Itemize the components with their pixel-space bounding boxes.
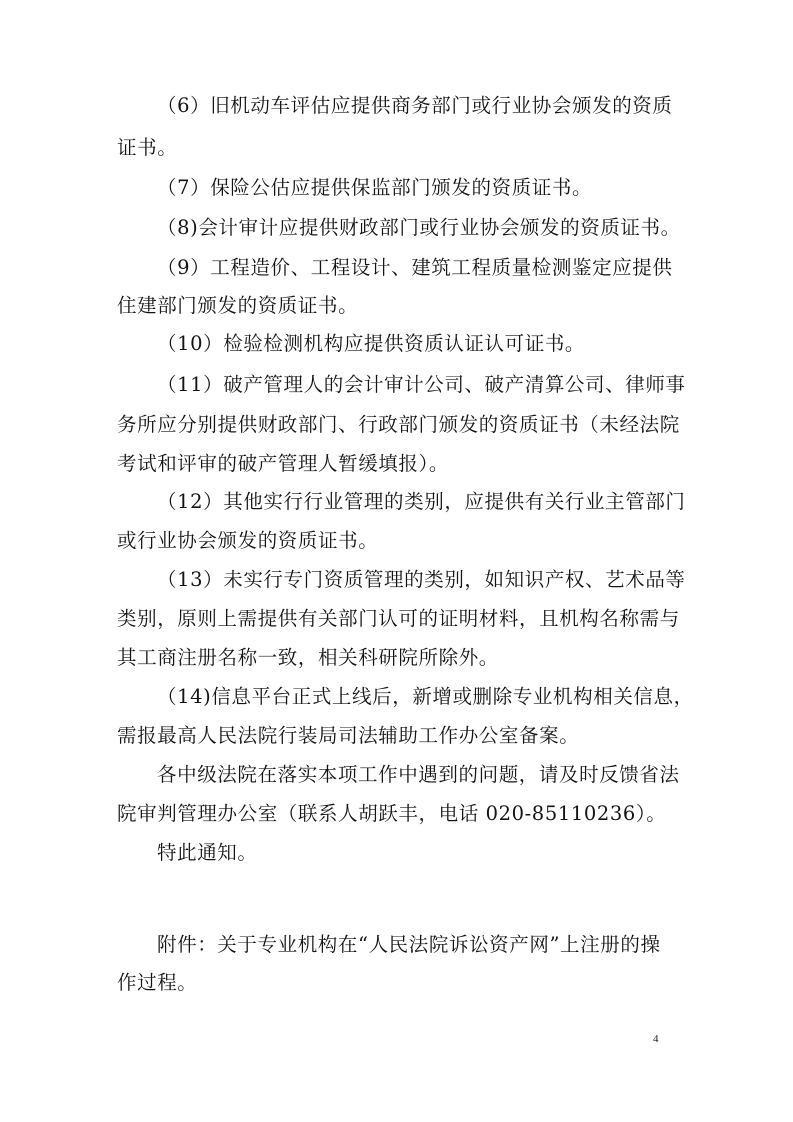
- closing-line: 特此通知。: [157, 841, 258, 864]
- item-9-line-2: 住建部门颁发的资质证书。: [117, 294, 359, 317]
- item-13-line-2: 类别，原则上需提供有关部门认可的证明材料，且机构名称需与: [117, 607, 680, 630]
- item-12-line-2: 或行业协会颁发的资质证书。: [117, 529, 379, 552]
- item-7-line: （7）保险公估应提供保监部门颁发的资质证书。: [157, 176, 593, 199]
- item-10-line: （10）检验检测机构应提供资质认证认可证书。: [157, 332, 586, 355]
- item-11-line-2: 务所应分别提供财政部门、行政部门颁发的资质证书（未经法院: [117, 413, 680, 436]
- item-8-line: （8)会计审计应提供财政部门或行业协会颁发的资质证书。: [157, 216, 681, 239]
- item-11-line-1: （11）破产管理人的会计审计公司、破产清算公司、律师事: [157, 373, 686, 396]
- item-9-line-1: （9）工程造价、工程设计、建筑工程质量检测鉴定应提供: [157, 256, 673, 279]
- page-number: 4: [653, 1033, 659, 1045]
- attachment-line-1: 附件：关于专业机构在“人民法院诉讼资产网”上注册的操: [157, 933, 661, 956]
- item-12-line-1: （12）其他实行行业管理的类别，应提供有关行业主管部门: [157, 490, 686, 513]
- item-11-line-3: 考试和评审的破产管理人暂缓填报）。: [117, 452, 449, 475]
- item-13-line-3: 其工商注册名称一致，相关科研院所除外。: [117, 646, 499, 669]
- item-13-line-1: （13）未实行专门资质管理的类别，如知识产权、艺术品等: [157, 568, 686, 591]
- feedback-line-1: 各中级法院在落实本项工作中遇到的问题，请及时反馈省法: [157, 763, 680, 786]
- item-14-line-2: 需报最高人民法院行装局司法辅助工作办公室备案。: [117, 724, 580, 747]
- item-6-line-2: 证书。: [117, 136, 178, 159]
- feedback-line-2: 院审判管理办公室（联系人胡跃丰，电话 020-85110236）。: [117, 802, 667, 825]
- item-14-line-1: （14)信息平台正式上线后，新增或删除专业机构相关信息，: [157, 685, 694, 708]
- attachment-line-2: 作过程。: [117, 971, 198, 994]
- item-6-line-1: （6）旧机动车评估应提供商务部门或行业协会颁发的资质: [157, 94, 673, 117]
